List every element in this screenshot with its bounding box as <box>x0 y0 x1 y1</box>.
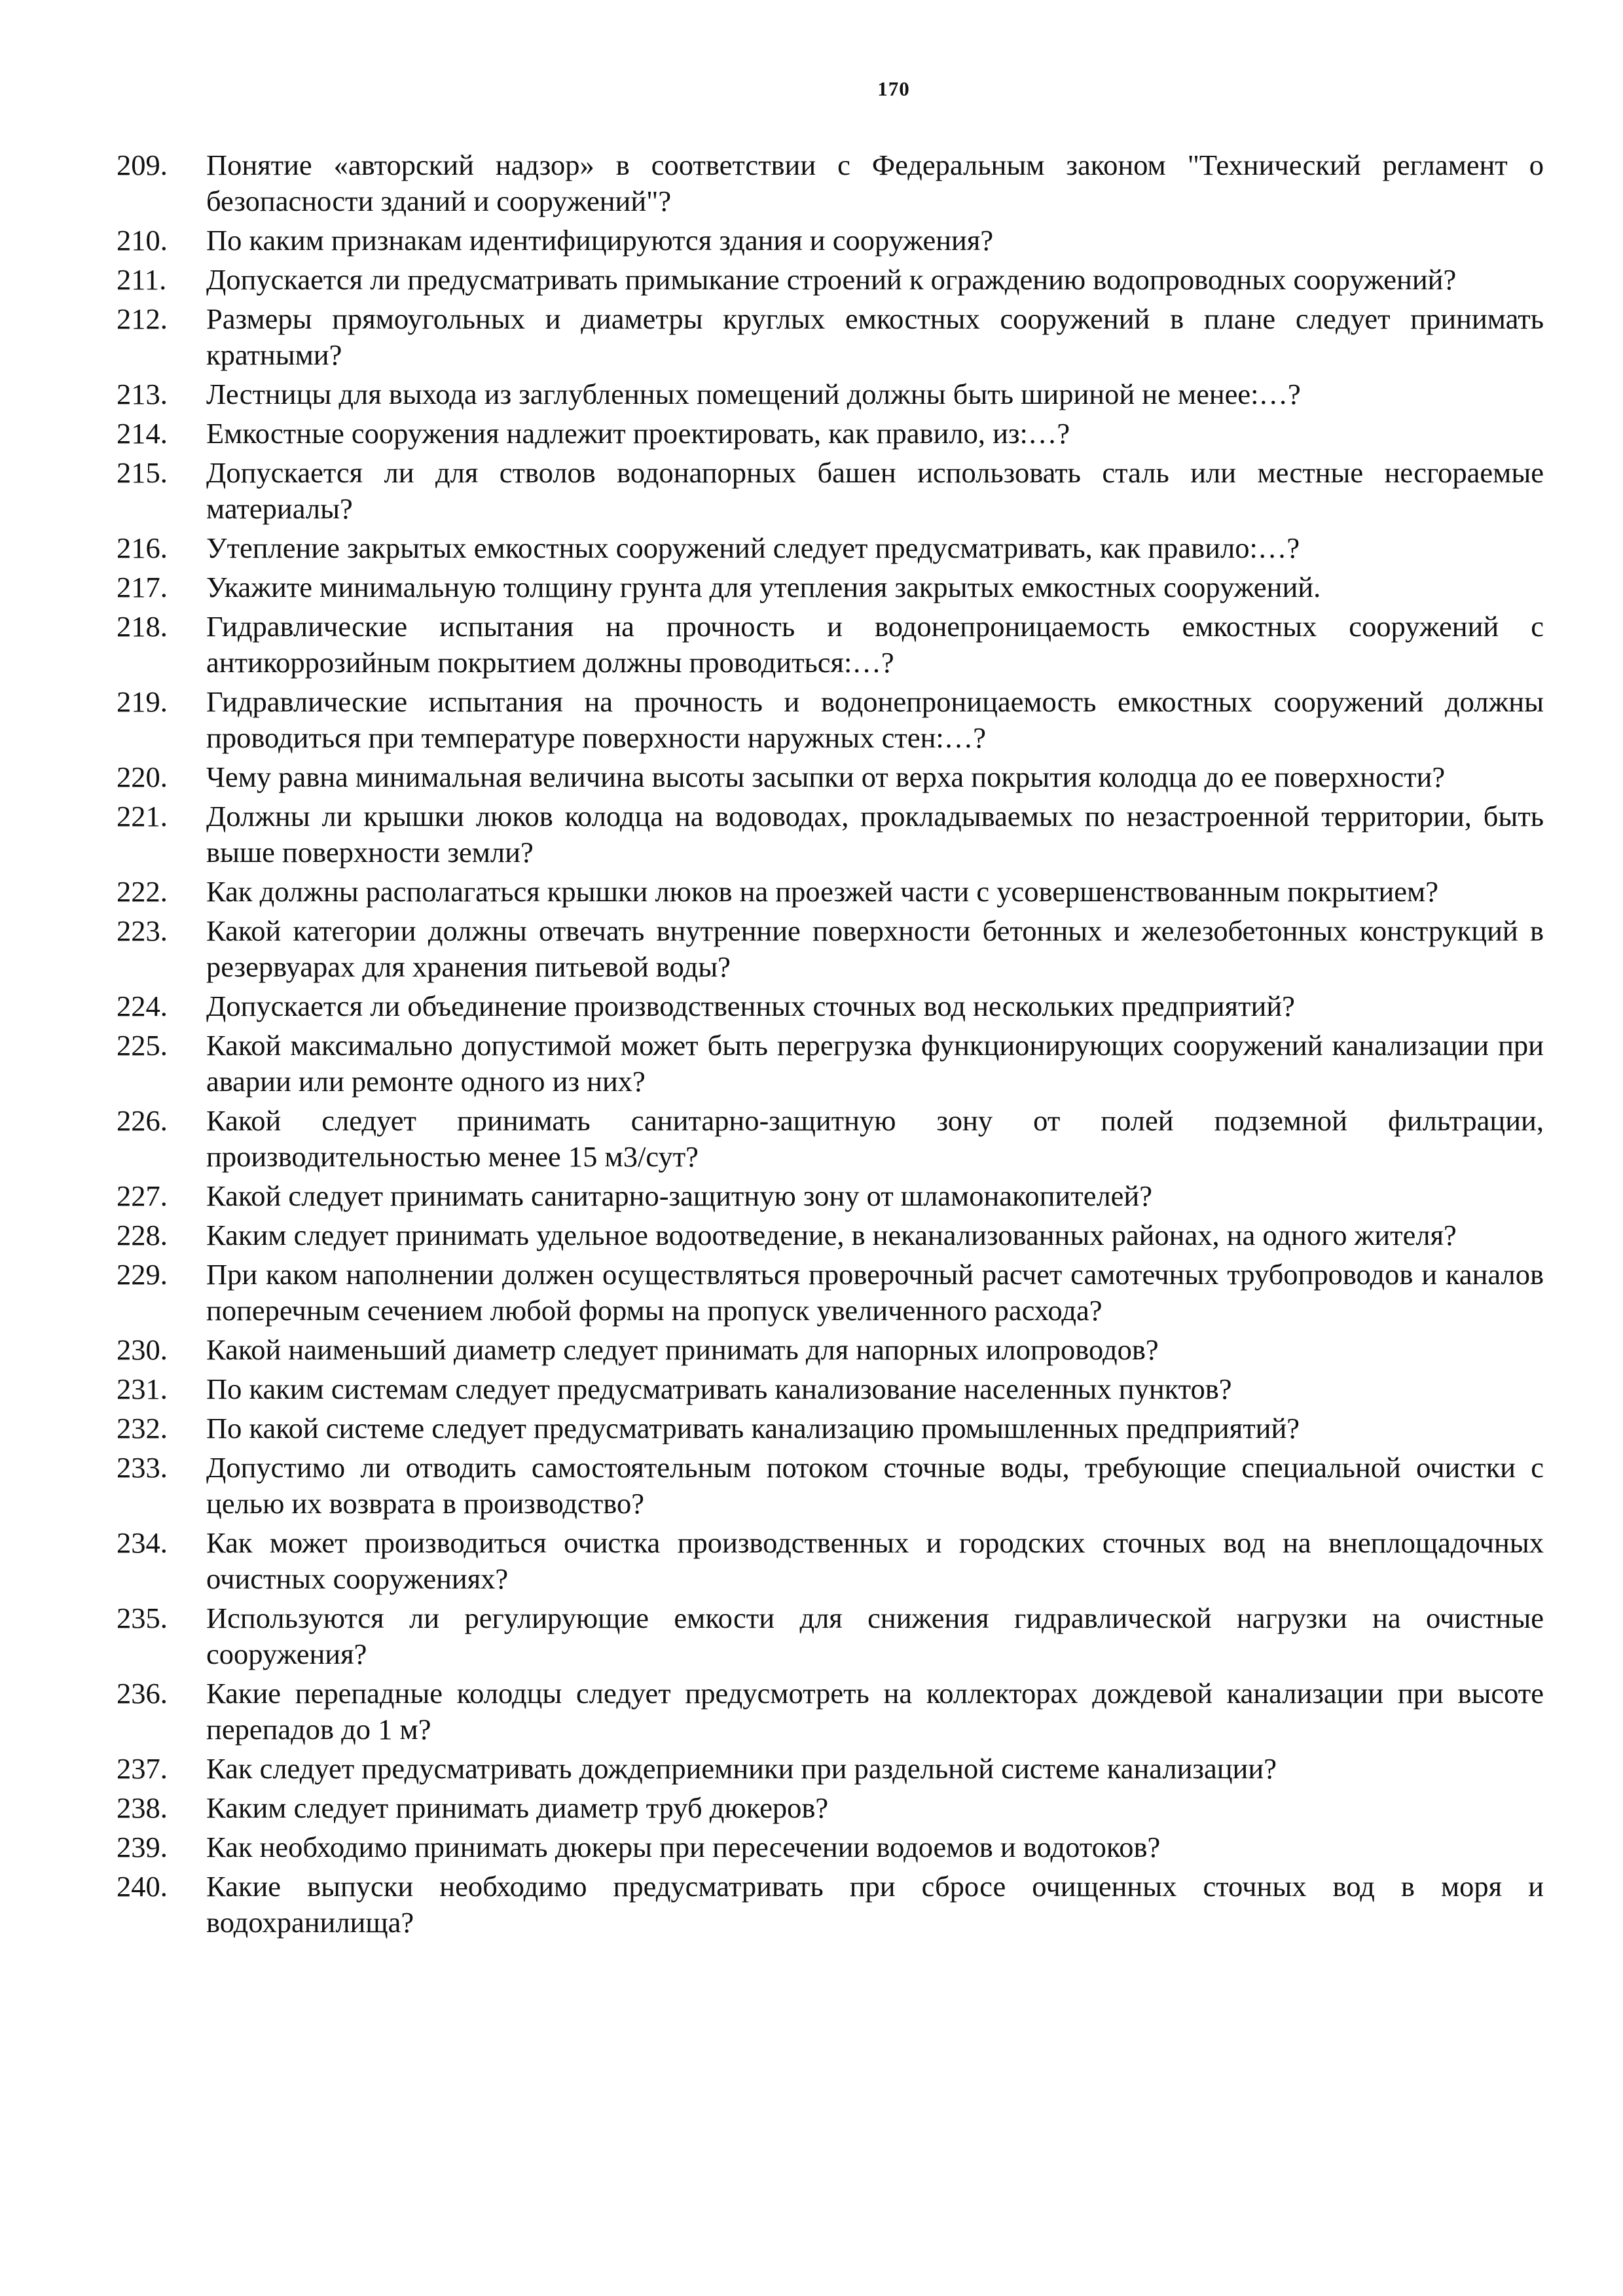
question-item <box>117 1790 1544 1826</box>
question-text: По каким признакам идентифицируются здания и сооружения? <box>206 224 994 257</box>
question-number: 212. <box>117 302 168 335</box>
question-number: 229. <box>117 1258 168 1291</box>
question-item <box>117 1525 1544 1597</box>
question-item <box>117 376 1544 412</box>
question-number: 214. <box>117 417 168 450</box>
question-item <box>117 988 1544 1024</box>
question-number: 220. <box>117 761 168 793</box>
question-number: 221. <box>117 800 168 833</box>
question-number: 237. <box>117 1752 168 1785</box>
question-number: 224. <box>117 990 168 1022</box>
question-text: При каком наполнении должен осуществляться проверочный расчет самотечных трубопроводов и каналов поперечным сечением любой формы на пропуск увеличенного расхода? <box>206 1258 1544 1327</box>
question-item <box>117 759 1544 795</box>
question-item <box>117 262 1544 298</box>
question-text: Какой максимально допустимой может быть перегрузка функционирующих сооружений канализации при аварии или ремонте одного из них? <box>206 1029 1544 1098</box>
question-text: Как следует предусматривать дождеприемники при раздельной системе канализации? <box>206 1752 1277 1785</box>
question-number: 219. <box>117 685 168 718</box>
question-text: Какой следует принимать санитарно-защитную зону от шламонакопителей? <box>206 1179 1152 1212</box>
question-item <box>117 1217 1544 1253</box>
question-number: 230. <box>117 1333 168 1366</box>
question-number: 228. <box>117 1219 168 1251</box>
question-text: Как может производиться очистка производственных и городских сточных вод на внеплощадочных очистных сооружениях? <box>206 1526 1544 1595</box>
question-text: Допускается ли объединение производственных сточных вод нескольких предприятий? <box>206 990 1295 1022</box>
question-text: По каким системам следует предусматривать канализование населенных пунктов? <box>206 1372 1232 1405</box>
question-item <box>117 1600 1544 1672</box>
question-item <box>117 1028 1544 1100</box>
question-number: 240. <box>117 1870 168 1903</box>
page-number: 170 <box>877 77 910 100</box>
question-item <box>117 1178 1544 1214</box>
question-text: Как необходимо принимать дюкеры при пересечении водоемов и водотоков? <box>206 1831 1161 1863</box>
question-text: Утепление закрытых емкостных сооружений следует предусматривать, как правило:…? <box>206 531 1300 564</box>
question-item <box>117 1257 1544 1329</box>
question-text: Лестницы для выхода из заглубленных помещений должны быть шириной не менее:…? <box>206 378 1301 410</box>
question-number: 209. <box>117 149 168 181</box>
question-number: 215. <box>117 456 168 489</box>
question-text: Чему равна минимальная величина высоты засыпки от верха покрытия колодца до ее поверхности? <box>206 761 1446 793</box>
question-number: 226. <box>117 1104 168 1137</box>
question-item <box>117 913 1544 985</box>
question-text: Размеры прямоугольных и диаметры круглых емкостных сооружений в плане следует принимать кратными? <box>206 302 1544 371</box>
question-item <box>117 455 1544 527</box>
question-item <box>117 147 1544 219</box>
question-item <box>117 798 1544 870</box>
question-item <box>117 1869 1544 1941</box>
question-item <box>117 1829 1544 1865</box>
question-item <box>117 1676 1544 1748</box>
question-number: 223. <box>117 914 168 947</box>
question-item <box>117 684 1544 756</box>
question-text: Какой наименьший диаметр следует принимать для напорных илопроводов? <box>206 1333 1159 1366</box>
question-item <box>117 1450 1544 1522</box>
question-text: Понятие «авторский надзор» в соответствии с Федеральным законом "Технический регламент о безопасности зданий и сооружений"? <box>206 149 1544 217</box>
question-text: Укажите минимальную толщину грунта для утепления закрытых емкостных сооружений. <box>206 571 1321 603</box>
question-number: 225. <box>117 1029 168 1062</box>
question-number: 211. <box>117 263 167 296</box>
question-text: Допускается ли предусматривать примыкание строений к ограждению водопроводных сооружений? <box>206 263 1457 296</box>
question-text: Используются ли регулирующие емкости для снижения гидравлической нагрузки на очистные сооружения? <box>206 1602 1544 1670</box>
question-text: Как должны располагаться крышки люков на проезжей части с усовершенствованным покрытием? <box>206 875 1438 908</box>
question-number: 238. <box>117 1791 168 1824</box>
question-text: Какие выпуски необходимо предусматривать при сбросе очищенных сточных вод в моря и водохранилища? <box>206 1870 1544 1939</box>
question-text: Какой следует принимать санитарно-защитную зону от полей подземной фильтрации, производительностью менее 15 м3/сут? <box>206 1104 1544 1173</box>
question-text: Допускается ли для стволов водонапорных башен использовать сталь или местные несгораемые материалы? <box>206 456 1544 525</box>
question-number: 235. <box>117 1602 168 1634</box>
question-number: 217. <box>117 571 168 603</box>
question-number: 236. <box>117 1677 168 1710</box>
question-item <box>117 1751 1544 1787</box>
question-number: 234. <box>117 1526 168 1559</box>
question-item <box>117 1332 1544 1368</box>
question-number: 232. <box>117 1412 168 1444</box>
question-number: 210. <box>117 224 168 257</box>
question-number: 222. <box>117 875 168 908</box>
question-text: Какой категории должны отвечать внутренние поверхности бетонных и железобетонных конструкций в резервуарах для хранения питьевой воды? <box>206 914 1544 983</box>
question-text: Допустимо ли отводить самостоятельным потоком сточные воды, требующие специальной очистки с целью их возврата в производство? <box>206 1451 1544 1520</box>
question-item <box>117 874 1544 910</box>
question-number: 227. <box>117 1179 168 1212</box>
question-number: 239. <box>117 1831 168 1863</box>
question-item <box>117 609 1544 681</box>
question-text: Каким следует принимать диаметр труб дюкеров? <box>206 1791 829 1824</box>
question-text: Должны ли крышки люков колодца на водоводах, прокладываемых по незастроенной территории, быть выше поверхности земли? <box>206 800 1544 869</box>
question-text: Какие перепадные колодцы следует предусмотреть на коллекторах дождевой канализации при высоте перепадов до 1 м? <box>206 1677 1544 1746</box>
question-text: Каким следует принимать удельное водоотведение, в неканализованных районах, на одного жителя? <box>206 1219 1457 1251</box>
question-list <box>117 147 1544 1944</box>
question-text: Гидравлические испытания на прочность и водонепроницаемость емкостных сооружений с антикоррозийным покрытием должны проводиться:…? <box>206 610 1544 679</box>
question-item <box>117 1410 1544 1446</box>
question-number: 231. <box>117 1372 168 1405</box>
question-item <box>117 1103 1544 1175</box>
question-item <box>117 569 1544 605</box>
question-number: 216. <box>117 531 168 564</box>
question-text: Гидравлические испытания на прочность и водонепроницаемость емкостных сооружений должны проводиться при температуре поверхности наружных стен:…? <box>206 685 1544 754</box>
question-text: По какой системе следует предусматривать канализацию промышленных предприятий? <box>206 1412 1300 1444</box>
question-item <box>117 1371 1544 1407</box>
question-item <box>117 223 1544 259</box>
question-number: 233. <box>117 1451 168 1484</box>
question-item <box>117 416 1544 452</box>
question-text: Емкостные сооружения надлежит проектировать, как правило, из:…? <box>206 417 1070 450</box>
question-item <box>117 530 1544 566</box>
question-item <box>117 301 1544 373</box>
question-number: 218. <box>117 610 168 643</box>
question-number: 213. <box>117 378 168 410</box>
